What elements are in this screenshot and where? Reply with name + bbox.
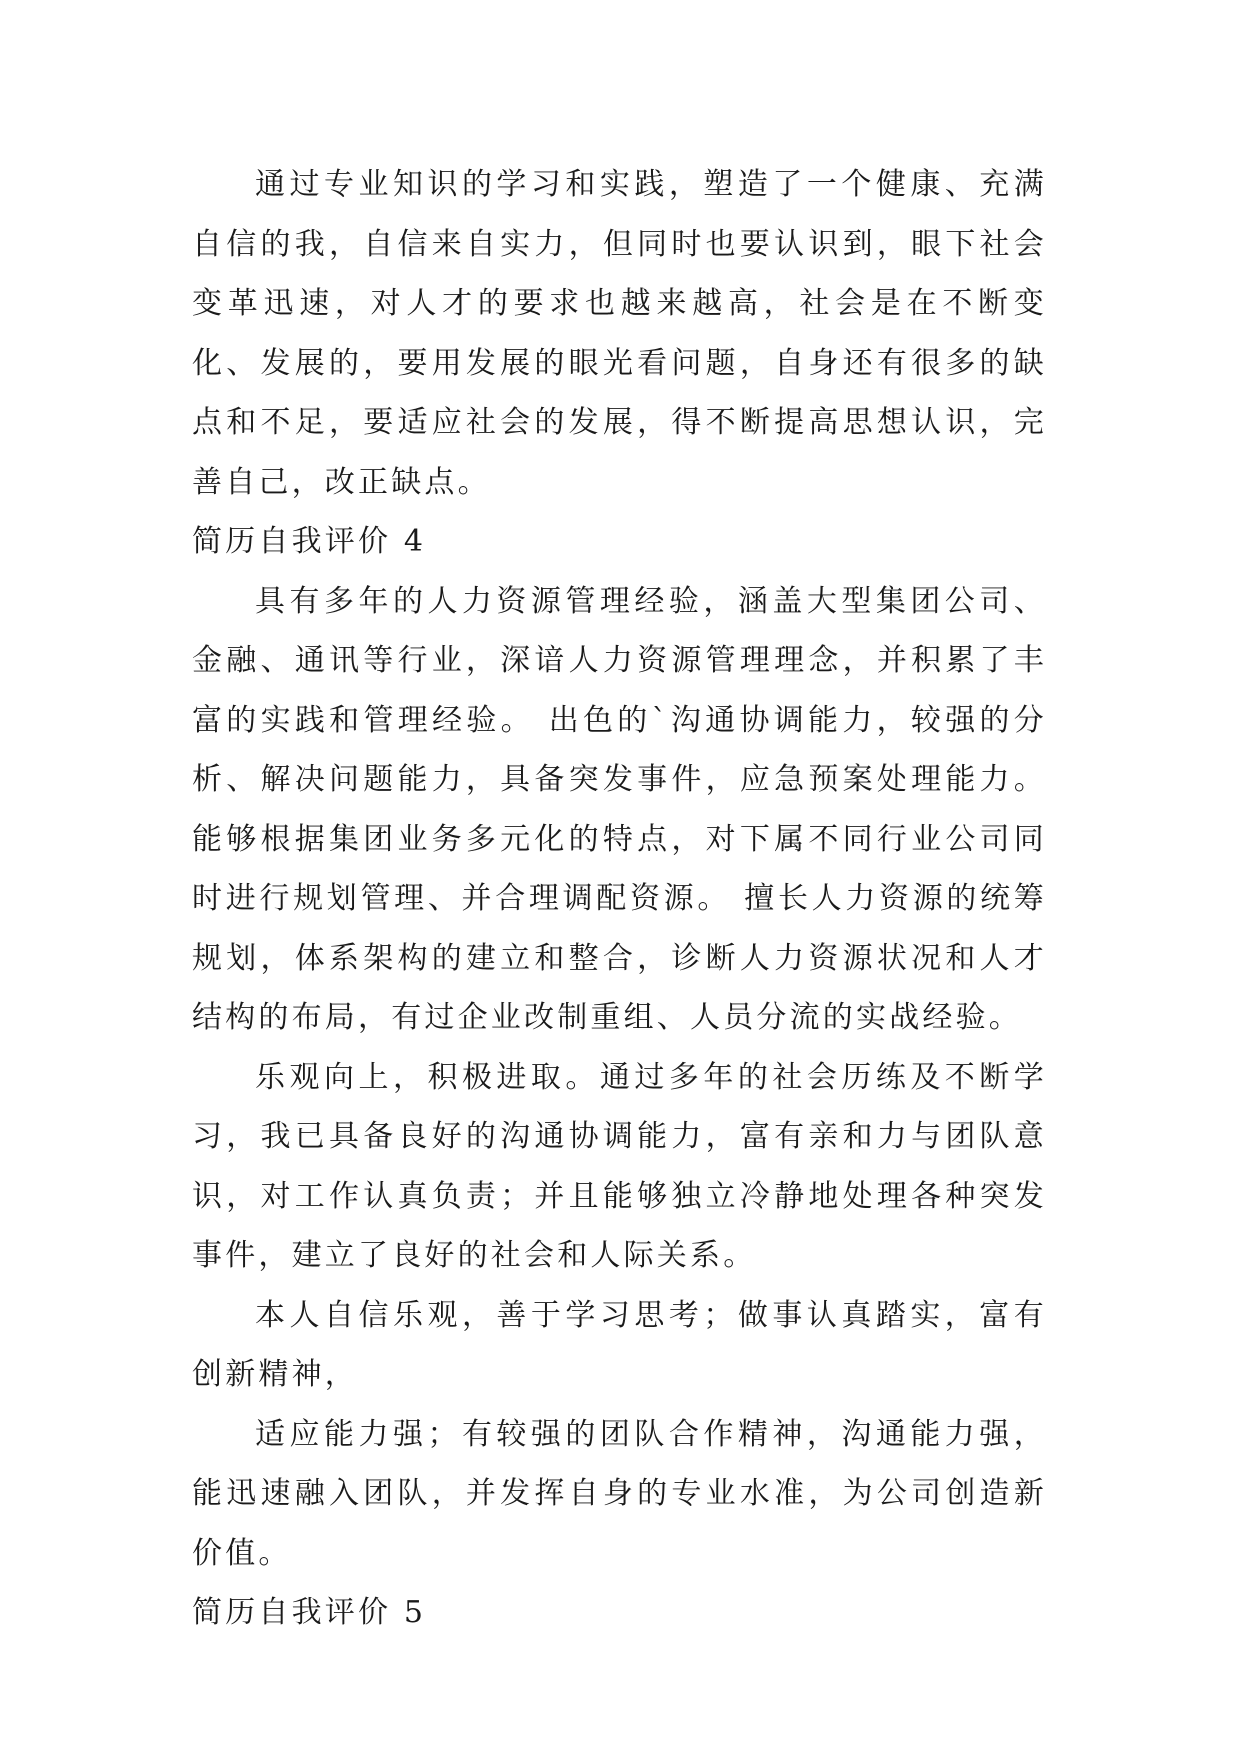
paragraph-self-confidence: 通过专业知识的学习和实践，塑造了一个健康、充满自信的我，自信来自实力，但同时也要认识到，眼下社会变革迅速，对人才的要求也越来越高，社会是在不断变化、发展的，要用发展的眼光看问题，自身还有很多的缺点和不足，要适应社会的发展，得不断提高思想认识，完善自己，改正缺点。 <box>192 167 1047 500</box>
section-heading-4: 简历自我评价 4 <box>192 524 427 559</box>
paragraph-optimistic: 乐观向上，积极进取。通过多年的社会历练及不断学习，我已具备良好的沟通协调能力，富有亲和力与团队意识，对工作认真负责；并且能够独立冷静地处理各种突发事件，建立了良好的社会和人际关系。 <box>192 1059 1047 1273</box>
section-heading-5: 简历自我评价 5 <box>192 1595 427 1630</box>
paragraph-hr-experience: 具有多年的人力资源管理经验，涵盖大型集团公司、金融、通讯等行业，深谙人力资源管理理念，并积累了丰富的实践和管理经验。 出色的`沟通协调能力，较强的分析、解决问题能力，具备突发事件，应急预案处理能力。能够根据集团业务多元化的特点，对下属不同行业公司同时进行规划管理、并合理调配资源。 擅长人力资源的统筹规划，体系架构的建立和整合，诊断人力资源状况和人才结构的布局，有过企业改制重组、人员分流的实战经验。 <box>192 583 1047 1035</box>
paragraph-adaptability: 适应能力强；有较强的团队合作精神，沟通能力强，能迅速融入团队，并发挥自身的专业水准，为公司创造新价值。 <box>192 1416 1047 1571</box>
document-body <box>192 155 1047 1643</box>
paragraph-self-confident-learner: 本人自信乐观，善于学习思考；做事认真踏实，富有创新精神， <box>192 1297 1047 1392</box>
